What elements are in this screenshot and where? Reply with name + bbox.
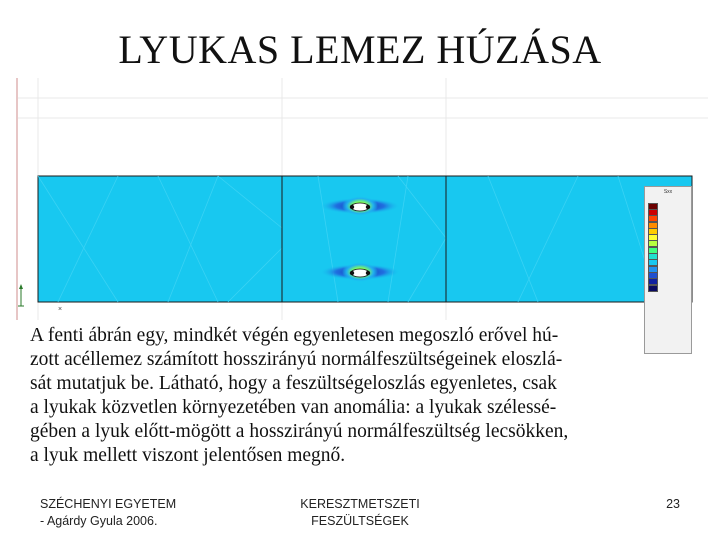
page-number: 23 (666, 497, 680, 511)
coordinate-marker: × (58, 306, 63, 313)
slide-title: LYUKAS LEMEZ HÚZÁSA (118, 27, 602, 72)
footer-chapter: KERESZTMETSZETI FESZÜLTSÉGEK (300, 497, 420, 528)
footer-institution: SZÉCHENYI EGYETEM - Agárdy Gyula 2006. (40, 497, 177, 528)
stress-plot-figure (16, 78, 708, 320)
legend-title: Sxx (663, 189, 673, 195)
steel-plate (38, 176, 692, 302)
legend-row (645, 285, 691, 291)
axis-triad-icon (18, 284, 24, 308)
plate-fem-plot (18, 78, 708, 320)
slide-body-text: A fenti ábrán egy, mindkét végén egyenletesen megoszló erővel hú- zott acéllemez számított hosszirányú normálfeszültségeinek eloszlá- sát mutatjuk be. Látható, hogy a feszültségeloszlás egyenletes, csak a lyukak közvetlen környezetében van anomália: a lyukak szélessé- gében a lyuk előtt-mögött a hosszirányú normálfeszültség lecsökken, a lyuk mellett viszont jelentősen megnő. (30, 325, 569, 466)
legend-swatch (648, 285, 658, 292)
